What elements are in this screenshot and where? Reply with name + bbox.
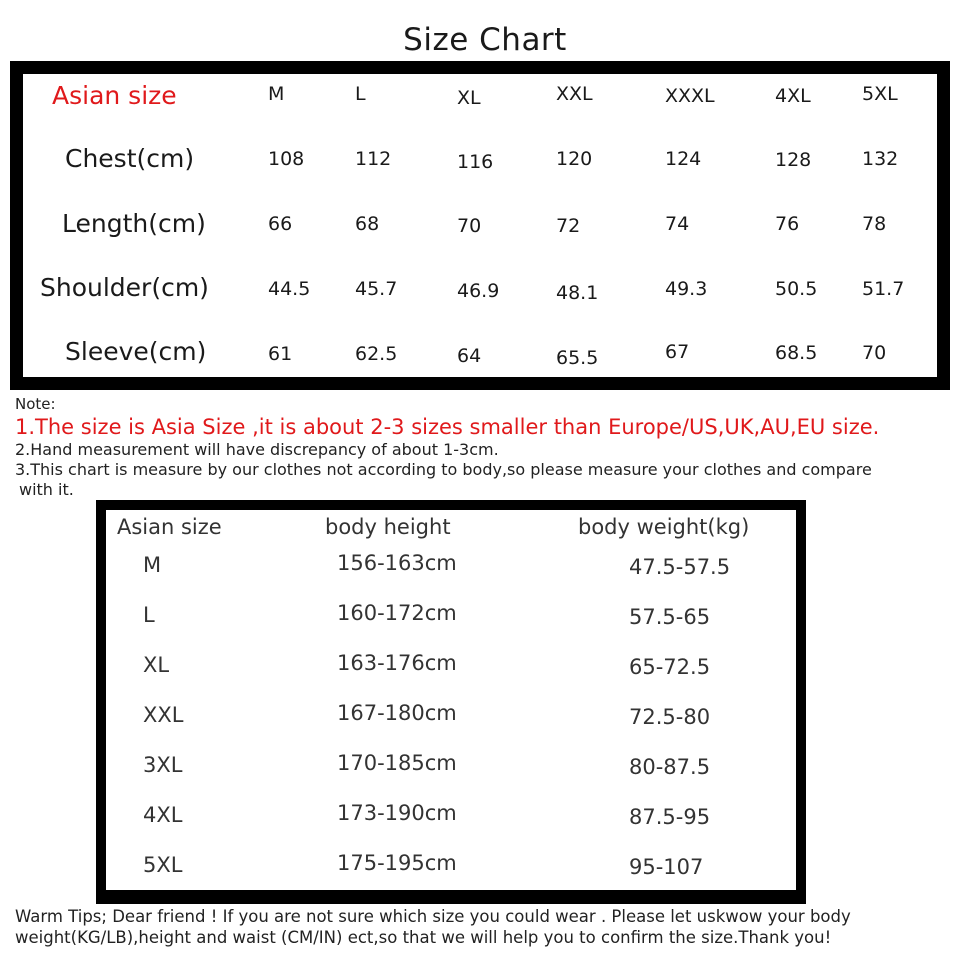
- table-cell: 66: [268, 213, 293, 235]
- table-cell: 87.5-95: [629, 805, 711, 829]
- note-label: Note:: [15, 395, 56, 413]
- row-label-shoulder: Shoulder(cm): [40, 273, 209, 302]
- table-cell: 132: [862, 148, 899, 170]
- table-cell: 61: [268, 343, 293, 365]
- table-cell: 46.9: [457, 280, 500, 302]
- note-line-1: 1.The size is Asia Size ,it is about 2-3 sizes smaller than Europe/US,UK,AU,EU size.: [15, 415, 880, 439]
- table-cell: 65.5: [556, 347, 599, 369]
- table-cell: 65-72.5: [629, 655, 711, 679]
- table-cell: 57.5-65: [629, 605, 711, 629]
- body-size-table: [106, 510, 796, 890]
- size-header-4xl: 4XL: [775, 85, 811, 107]
- table-cell: 120: [556, 148, 593, 170]
- table-cell: 156-163cm: [337, 551, 457, 575]
- body-size-table-frame: [96, 500, 806, 904]
- row-label-length: Length(cm): [62, 209, 206, 238]
- table-cell: 64: [457, 345, 482, 367]
- table-cell: 72: [556, 215, 581, 237]
- note-line-3-continued: with it.: [19, 480, 74, 499]
- table-cell: 167-180cm: [337, 701, 457, 725]
- table-cell: 67: [665, 341, 690, 363]
- table-cell: 3XL: [143, 753, 183, 777]
- size-header-5xl: 5XL: [862, 83, 898, 105]
- row-label-sleeve: Sleeve(cm): [65, 337, 207, 366]
- table-cell: 95-107: [629, 855, 704, 879]
- table-cell: 51.7: [862, 278, 905, 300]
- body-table-header-size: Asian size: [117, 515, 222, 539]
- row-label-chest: Chest(cm): [65, 144, 195, 173]
- table-cell: 170-185cm: [337, 751, 457, 775]
- table-cell: 44.5: [268, 278, 311, 300]
- table-cell: 50.5: [775, 278, 818, 300]
- table-cell: 163-176cm: [337, 651, 457, 675]
- warm-tips-line-2: weight(KG/LB),height and waist (CM/IN) ect,so that we will help you to confirm the size.Thank you!: [15, 928, 832, 947]
- table-cell: 124: [665, 148, 702, 170]
- table-cell: 112: [355, 148, 392, 170]
- table-cell: XL: [143, 653, 170, 677]
- size-header-xxxl: XXXL: [665, 85, 715, 107]
- table-cell: 128: [775, 149, 812, 171]
- table-cell: 76: [775, 213, 800, 235]
- warm-tips-line-1: Warm Tips; Dear friend ! If you are not sure which size you could wear . Please let uskwow your body: [15, 907, 851, 926]
- table-cell: 4XL: [143, 803, 183, 827]
- asian-size-header: Asian size: [52, 81, 177, 110]
- table-cell: 5XL: [143, 853, 183, 877]
- page-title: Size Chart: [403, 22, 567, 58]
- table-cell: 70: [862, 342, 887, 364]
- table-cell: 173-190cm: [337, 801, 457, 825]
- table-cell: M: [143, 553, 162, 577]
- table-cell: 175-195cm: [337, 851, 457, 875]
- table-cell: 108: [268, 148, 305, 170]
- table-cell: 68: [355, 213, 380, 235]
- table-cell: 48.1: [556, 282, 599, 304]
- size-header-l: L: [355, 83, 366, 105]
- measurement-table: [23, 74, 937, 377]
- size-header-xl: XL: [457, 87, 481, 109]
- size-header-xxl: XXL: [556, 83, 593, 105]
- body-table-header-weight: body weight(kg): [578, 515, 750, 539]
- table-cell: 72.5-80: [629, 705, 711, 729]
- table-cell: 45.7: [355, 278, 398, 300]
- table-cell: 80-87.5: [629, 755, 711, 779]
- table-cell: XXL: [143, 703, 184, 727]
- table-cell: 78: [862, 213, 887, 235]
- table-cell: 160-172cm: [337, 601, 457, 625]
- measurement-table-frame: [10, 61, 950, 390]
- table-cell: 49.3: [665, 278, 708, 300]
- table-cell: 70: [457, 215, 482, 237]
- note-line-2: 2.Hand measurement will have discrepancy of about 1-3cm.: [15, 440, 499, 459]
- table-cell: 62.5: [355, 343, 398, 365]
- size-header-m: M: [268, 83, 285, 105]
- table-cell: 74: [665, 213, 690, 235]
- table-cell: 68.5: [775, 342, 818, 364]
- table-cell: 116: [457, 151, 494, 173]
- body-table-header-height: body height: [325, 515, 451, 539]
- note-line-3: 3.This chart is measure by our clothes not according to body,so please measure your clothes and compare: [15, 460, 872, 479]
- table-cell: L: [143, 603, 155, 627]
- table-cell: 47.5-57.5: [629, 555, 731, 579]
